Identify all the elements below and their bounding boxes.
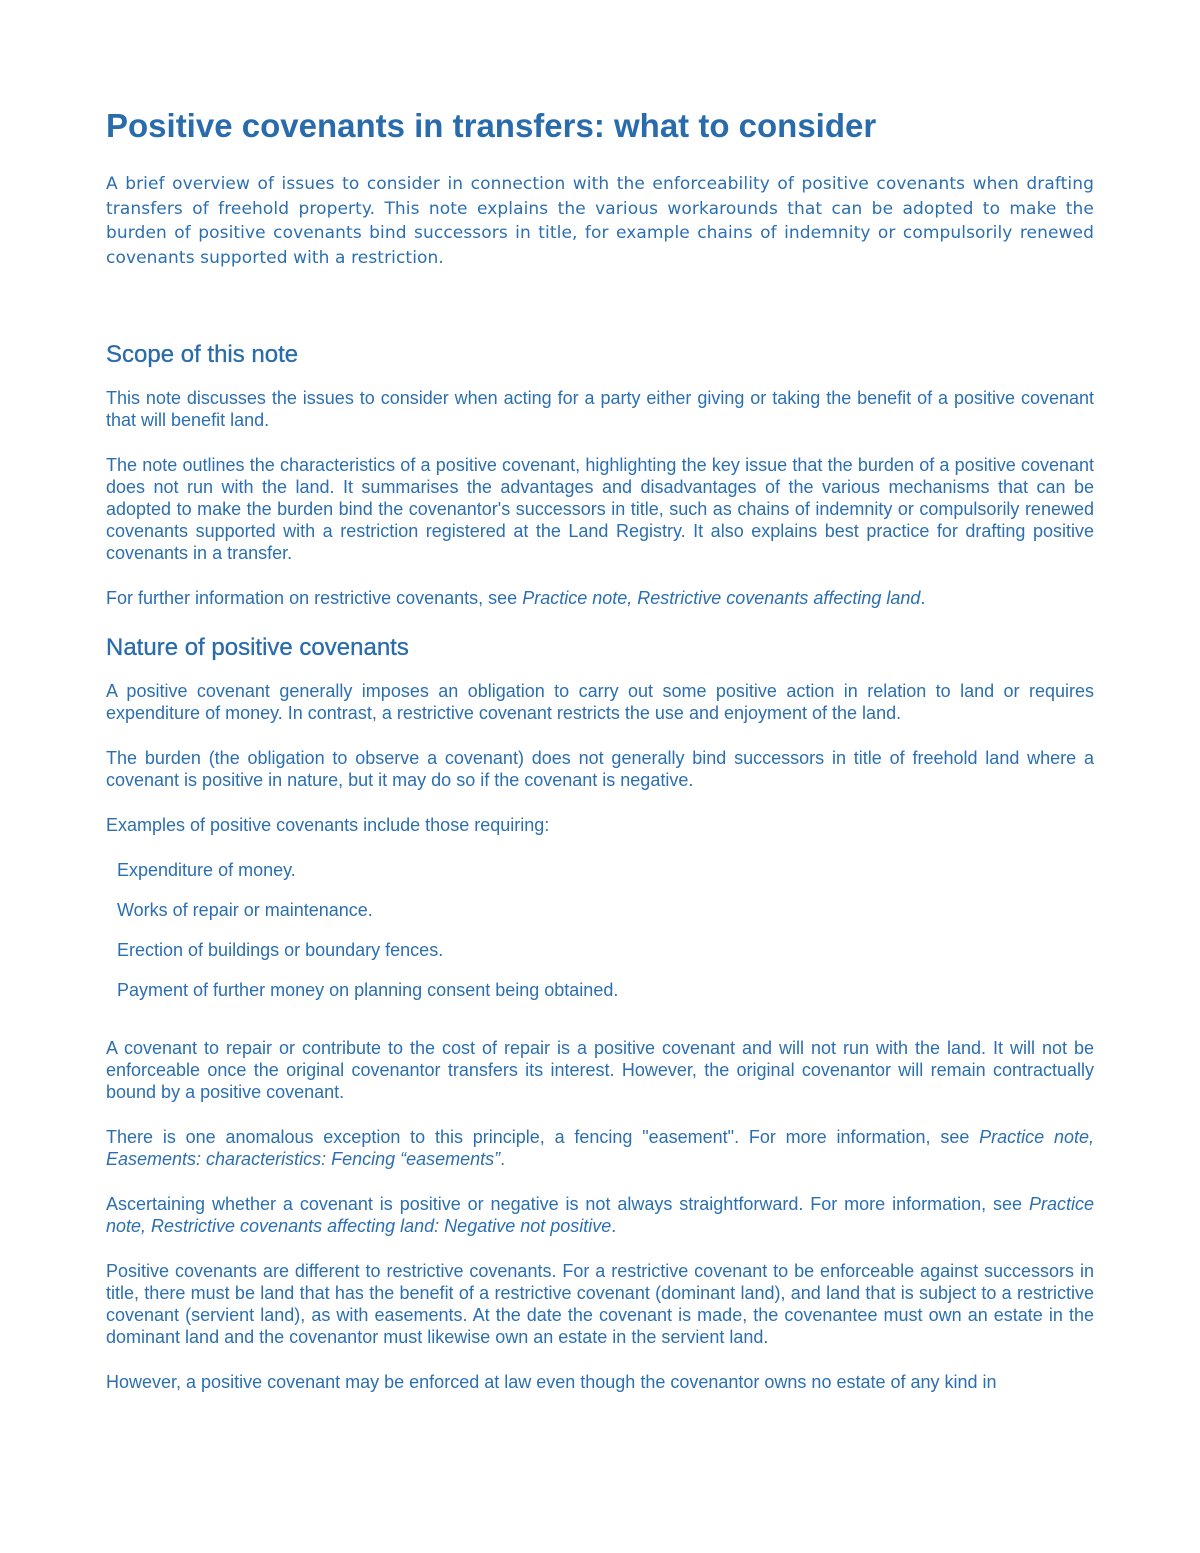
scope-paragraph-3 (106, 587, 1094, 609)
list-item: Expenditure of money. (117, 860, 296, 880)
nature-paragraph-6 (106, 1193, 1094, 1237)
examples-list (106, 859, 1094, 1001)
list-item: Erection of buildings or boundary fences. (117, 940, 444, 960)
list-item: Works of repair or maintenance. (117, 900, 373, 920)
nature-p6-text: Ascertaining whether a covenant is positive or negative is not always straightforward. For more information, see (106, 1194, 1029, 1214)
link-easements-fencing[interactable]: Practice note, Easements: characteristics: Fencing “easements” (106, 1127, 1094, 1169)
nature-paragraph-1: A positive covenant generally imposes an obligation to carry out some positive action in relation to land or requires expenditure of money. In contrast, a restrictive covenant restricts the use and enjoyment of the land. (106, 681, 1094, 723)
lead-summary: A brief overview of issues to consider in connection with the enforceability of positive covenants when drafting transfers of freehold property. This note explains the various workarounds that can be adopted to make the burden of positive covenants bind successors in title, for example chains of indemnity or compulsorily renewed covenants supported with a restriction. (106, 174, 1094, 268)
list-item: Payment of further money on planning consent being obtained. (117, 980, 619, 1000)
scope-paragraph-2: The note outlines the characteristics of a positive covenant, highlighting the key issue that the burden of a positive covenant does not run with the land. It summarises the advantages and disadvantages of the various mechanisms that can be adopted to make the burden bind the covenantor's successors in title, such as chains of indemnity or compulsorily renewed covenants supported with a restriction registered at the Land Registry. It also explains best practice for drafting positive covenants in a transfer. (106, 455, 1094, 563)
nature-paragraph-3: Examples of positive covenants include those requiring: (106, 815, 550, 835)
document-page (106, 100, 1094, 1416)
document-title: Positive covenants in transfers: what to consider (106, 107, 877, 144)
nature-paragraph-8: However, a positive covenant may be enforced at law even though the covenantor owns no estate of any kind in (106, 1372, 997, 1392)
section-nature (106, 633, 1094, 1393)
section-heading-scope: Scope of this note (106, 341, 299, 368)
link-negative-not-positive[interactable]: Practice note, Restrictive covenants affecting land: Negative not positive (106, 1194, 1094, 1236)
link-restrictive-covenants[interactable]: Practice note, Restrictive covenants affecting land (522, 588, 921, 608)
nature-p5-end: . (500, 1149, 506, 1169)
nature-paragraph-4: A covenant to repair or contribute to the cost of repair is a positive covenant and will not run with the land. It will not be enforceable once the original covenantor transfers its interest. However, the original covenantor will remain contractually bound by a positive covenant. (106, 1038, 1094, 1102)
scope-paragraph-1: This note discusses the issues to consider when acting for a party either giving or taking the benefit of a positive covenant that will benefit land. (106, 388, 1094, 430)
scope-p3-end: . (920, 588, 926, 608)
nature-paragraph-7: Positive covenants are different to restrictive covenants. For a restrictive covenant to be enforceable against successors in title, there must be land that has the benefit of a restrictive covenant (dominant land), and land that is subject to a restrictive covenant (servient land), as with easements. At the date the covenant is made, the covenantee must own an estate in the dominant land and the covenantor must likewise own an estate in the servient land. (106, 1261, 1094, 1347)
nature-paragraph-2: The burden (the obligation to observe a covenant) does not generally bind successors in title of freehold land where a covenant is positive in nature, but it may do so if the covenant is negative. (106, 748, 1094, 790)
section-scope (106, 340, 1094, 609)
section-heading-nature: Nature of positive covenants (106, 634, 409, 661)
nature-paragraph-5 (106, 1126, 1094, 1170)
nature-p6-end: . (611, 1216, 617, 1236)
scope-p3-text: For further information on restrictive covenants, see (106, 588, 523, 608)
nature-p5-text: There is one anomalous exception to this principle, a fencing "easement". For more information, see (106, 1127, 980, 1147)
